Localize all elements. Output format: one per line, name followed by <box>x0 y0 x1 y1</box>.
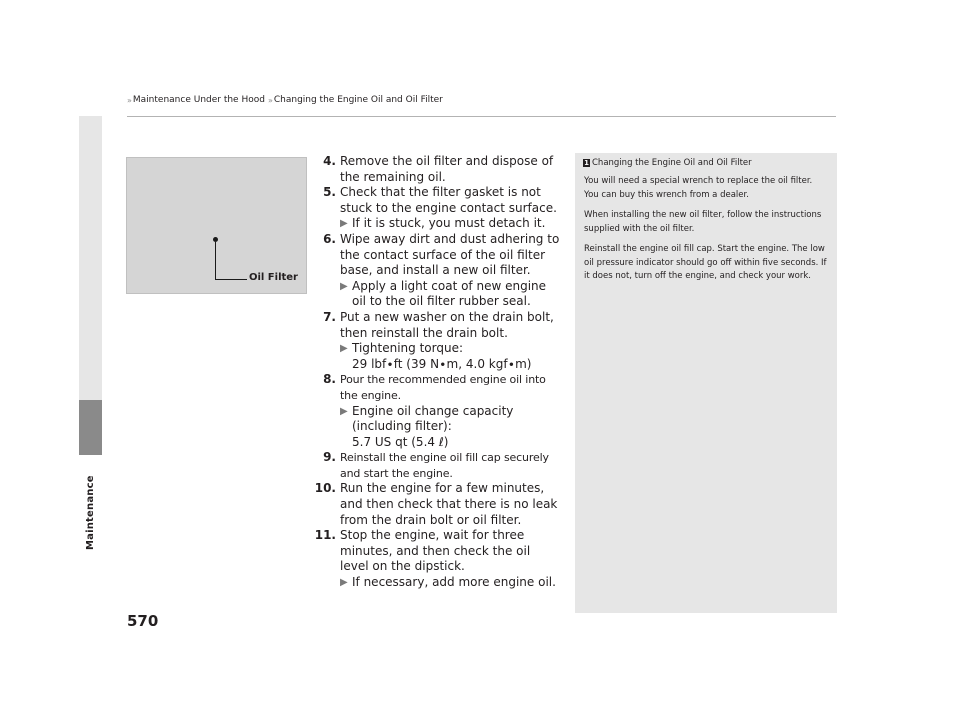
step-text: Reinstall the engine oil fill cap securely and start the engine. <box>340 451 549 480</box>
triangle-bullet-icon: ▶ <box>340 405 348 417</box>
page-number: 570 <box>127 612 159 630</box>
triangle-bullet-icon: ▶ <box>340 218 348 230</box>
side-tab-marker <box>79 400 102 455</box>
step-number: 11. <box>314 528 336 543</box>
figure-label: Oil Filter <box>248 272 298 283</box>
step-text: Remove the oil filter and dispose of the remaining oil. <box>340 154 554 184</box>
note-paragraph: When installing the new oil filter, follow the instructions supplied with the oil filter. <box>584 210 822 234</box>
step-text: Stop the engine, wait for three minutes, and then check the oil level on the dipstick. <box>340 528 531 574</box>
step-number: 4. <box>323 154 336 168</box>
step-text: Check that the filter gasket is not stuck to the engine contact surface. <box>340 185 557 215</box>
breadcrumb-arrow-icon: » <box>127 95 131 105</box>
triangle-bullet-icon: ▶ <box>340 343 348 355</box>
step-subnote: Engine oil change capacity (including filter): <box>352 403 514 434</box>
step-number: 8. <box>323 372 336 387</box>
note-paragraph: You will need a special wrench to replace the oil filter. You can buy this wrench from a dealer. <box>584 176 813 200</box>
step-subnote: If necessary, add more engine oil. <box>352 575 556 590</box>
note-sidebar <box>575 153 837 613</box>
note-paragraph: Reinstall the engine oil fill cap. Start the engine. The low oil pressure indicator should go off within five seconds. If it does not, turn off the engine, and check your work. <box>584 244 827 281</box>
step-number: 6. <box>323 231 336 246</box>
step-text: Put a new washer on the drain bolt, then reinstall the drain bolt. <box>340 309 554 340</box>
step-item <box>306 372 562 450</box>
step-subnote: If it is stuck, you must detach it. <box>352 216 546 231</box>
breadcrumb-section: Maintenance Under the Hood <box>132 95 265 105</box>
header-rule <box>127 116 836 117</box>
step-number: 7. <box>323 309 336 324</box>
step-item <box>306 185 562 232</box>
callout-line <box>215 242 216 279</box>
note-title <box>583 158 752 168</box>
triangle-bullet-icon: ▶ <box>340 577 348 589</box>
oil-filter-illustration <box>126 157 307 294</box>
step-number: 9. <box>323 450 336 465</box>
step-item <box>306 450 562 481</box>
step-item <box>306 232 562 310</box>
step-value: 29 lbf∙ft (39 N∙m, 4.0 kgf∙m) <box>352 356 532 371</box>
note-title-text: Changing the Engine Oil and Oil Filter <box>592 158 752 168</box>
step-text: Pour the recommended engine oil into the engine. <box>340 373 546 402</box>
step-value: 5.7 US qt (5.4 ℓ) <box>352 434 449 449</box>
step-item <box>306 528 562 590</box>
step-item <box>306 481 562 528</box>
step-subnote: Tightening torque: <box>352 341 463 356</box>
step-item <box>306 310 562 372</box>
reference-marker-icon: 1 <box>584 159 589 167</box>
step-number: 5. <box>323 185 336 200</box>
callout-line <box>215 279 247 280</box>
side-tab-background <box>79 116 102 400</box>
step-text: Run the engine for a few minutes, and then check that there is no leak from the drain bolt or oil filter. <box>340 481 558 527</box>
step-subnote: Apply a light coat of new engine oil to the oil filter rubber seal. <box>352 278 547 309</box>
step-text: Wipe away dirt and dust adhering to the contact surface of the oil filter base, and install a new oil filter. <box>340 231 560 278</box>
step-item <box>306 154 562 185</box>
triangle-bullet-icon: ▶ <box>340 280 348 292</box>
note-body <box>584 175 829 291</box>
breadcrumb-topic: Changing the Engine Oil and Oil Filter <box>273 95 443 105</box>
side-tab-label: Maintenance <box>85 475 96 550</box>
breadcrumb <box>127 95 443 105</box>
breadcrumb-arrow-icon: » <box>267 95 272 105</box>
procedure-steps <box>306 154 562 591</box>
step-number: 10. <box>314 481 336 496</box>
